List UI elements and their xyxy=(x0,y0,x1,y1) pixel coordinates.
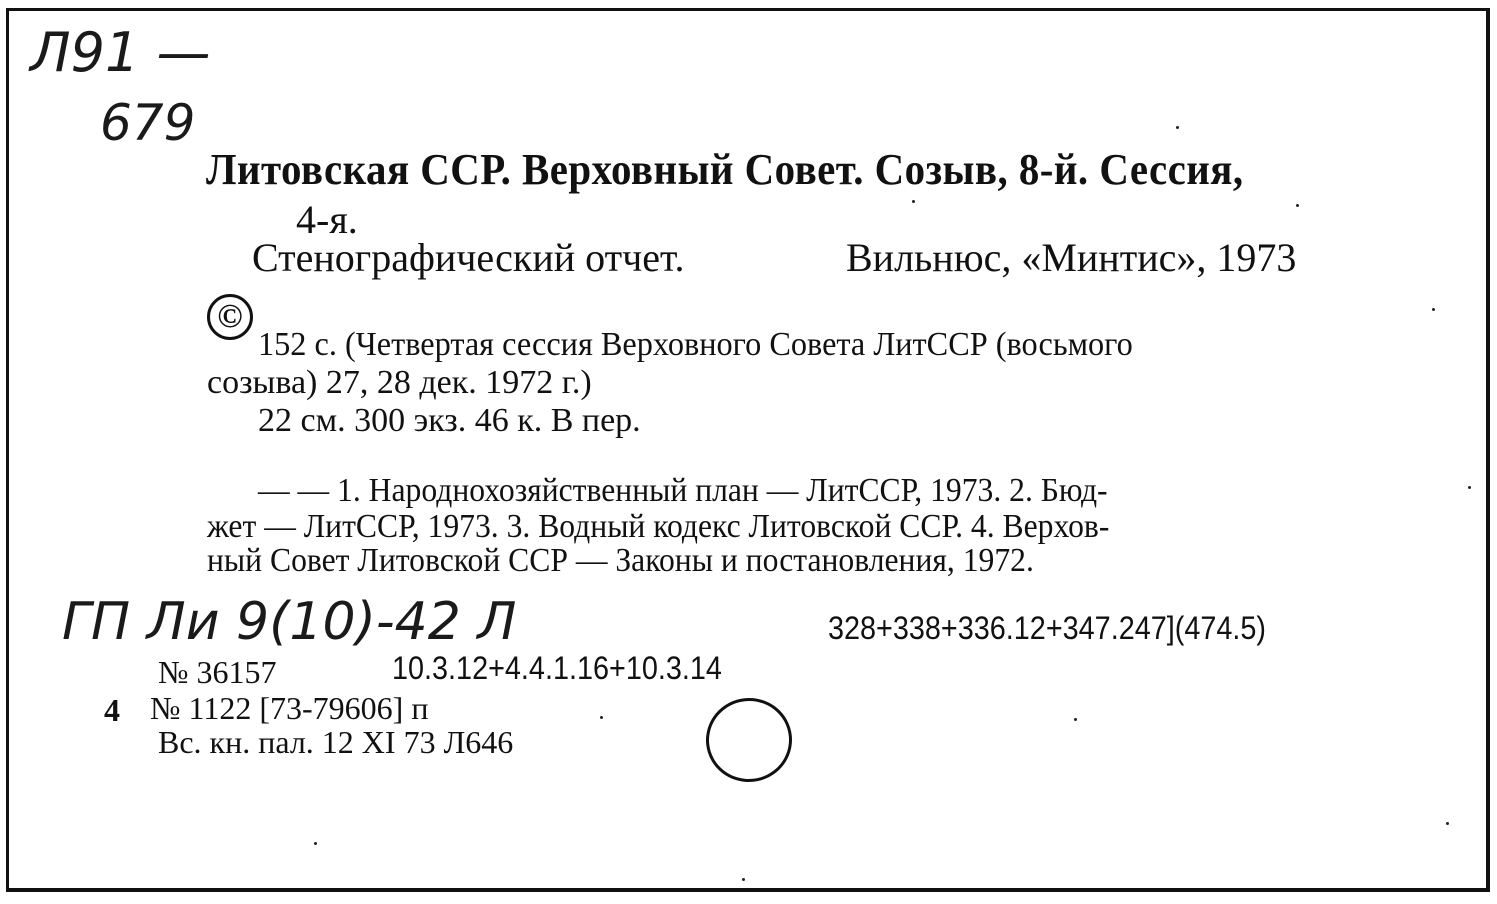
copyright-symbol: © xyxy=(207,294,253,340)
description-line-3: 22 см. 300 экз. 46 к. В пер. xyxy=(258,402,641,439)
handwritten-shelf-mark: ГП Ли 9(10)-42 Л xyxy=(62,592,517,652)
speck xyxy=(742,878,745,881)
heading-line-1: Литовская ССР. Верховный Совет. Созыв, 8-й. Сессия, xyxy=(206,145,1244,194)
speck xyxy=(314,842,317,845)
registration-number: № 36157 xyxy=(158,654,277,690)
handwritten-call-number-sub: 679 xyxy=(100,94,196,152)
heading-line-2: 4-я. xyxy=(296,197,358,242)
classification-index: 328+338+336.12+347.247](474.5) xyxy=(828,610,1267,646)
udc-index: 10.3.12+4.4.1.16+10.3.14 xyxy=(392,650,722,686)
imprint: Вильнюс, «Минтис», 1973 xyxy=(846,235,1297,280)
speck xyxy=(1432,308,1435,311)
speck xyxy=(912,200,915,203)
speck xyxy=(600,716,603,719)
speck xyxy=(1074,718,1077,721)
order-line: № 1122 [73-79606] п xyxy=(150,690,429,726)
title-line: Стенографический отчет. xyxy=(252,235,685,280)
description-line-1: 152 с. (Четвертая сессия Верховного Совета ЛитССР (восьмого xyxy=(258,326,1133,363)
speck xyxy=(1296,204,1299,207)
description-line-2: созыва) 27, 28 дек. 1972 г.) xyxy=(207,364,592,401)
speck xyxy=(1468,486,1471,489)
chamber-line: Вс. кн. пал. 12 XI 73 Л646 xyxy=(158,724,514,760)
subject-line-1: — — 1. Народнохозяйственный план — ЛитССР, 1973. 2. Бюд- xyxy=(258,472,1108,509)
subject-line-3: ный Совет Литовской ССР — Законы и постановления, 1972. xyxy=(207,542,1034,579)
subject-line-2: жет — ЛитССР, 1973. 3. Водный кодекс Литовской ССР. 4. Верхов- xyxy=(207,508,1110,545)
speck xyxy=(1446,822,1449,825)
speck xyxy=(1176,126,1179,129)
handwritten-call-number: Л91 — xyxy=(30,21,211,84)
order-prefix: 4 xyxy=(104,692,120,728)
